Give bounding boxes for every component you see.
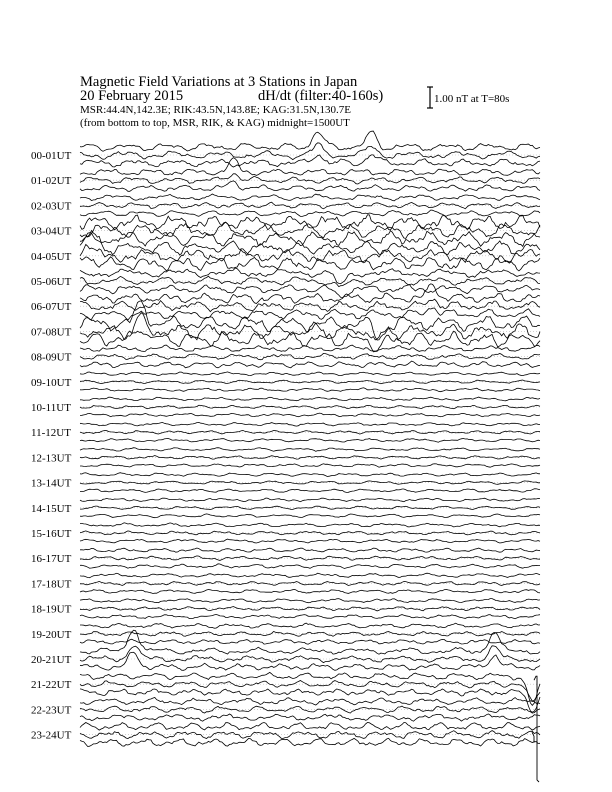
trace-04-05UT-MSR bbox=[80, 257, 540, 271]
trace-14-15UT-KAG bbox=[80, 498, 540, 502]
station-order-note: (from bottom to top, MSR, RIK, & KAG) midnight=1500UT bbox=[80, 117, 350, 129]
trace-18-19UT-MSR bbox=[80, 615, 540, 619]
station-coordinates: MSR:44.4N,142.3E; RIK:43.5N,143.8E; KAG:31.5N,130.7E bbox=[80, 104, 352, 116]
row-label-22-23UT: 22-23UT bbox=[31, 704, 72, 717]
row-label-17-18UT: 17-18UT bbox=[31, 578, 72, 591]
trace-00-01UT-RIK bbox=[80, 143, 540, 160]
trace-22-23UT-KAG bbox=[80, 698, 540, 706]
trace-19-20UT-MSR bbox=[80, 639, 540, 644]
row-label-18-19UT: 18-19UT bbox=[31, 603, 72, 616]
trace-22-23UT-MSR bbox=[80, 714, 540, 721]
row-label-15-16UT: 15-16UT bbox=[31, 528, 72, 540]
trace-06-07UT-KAG bbox=[80, 284, 540, 304]
trace-18-19UT-KAG bbox=[80, 599, 540, 603]
trace-19-20UT-KAG bbox=[80, 623, 540, 628]
trace-13-14UT-KAG bbox=[80, 473, 540, 477]
row-label-05-06UT: 05-06UT bbox=[31, 276, 72, 288]
trace-12-13UT-KAG bbox=[80, 448, 540, 452]
trace-21-22UT-KAG bbox=[80, 672, 540, 705]
row-label-23-24UT: 23-24UT bbox=[31, 729, 72, 742]
trace-17-18UT-MSR bbox=[80, 589, 540, 593]
trace-16-17UT-KAG bbox=[80, 548, 540, 552]
scale-bar bbox=[427, 87, 433, 108]
trace-11-12UT-MSR bbox=[80, 439, 540, 443]
trace-15-16UT-MSR bbox=[80, 539, 540, 543]
trace-07-08UT-KAG bbox=[80, 301, 540, 340]
trace-05-06UT-MSR bbox=[80, 285, 540, 298]
row-label-00-01UT: 00-01UT bbox=[31, 150, 72, 162]
row-label-13-14UT: 13-14UT bbox=[31, 477, 72, 490]
trace-04-05UT-KAG bbox=[80, 233, 540, 256]
chart-date: 20 February 2015 bbox=[80, 88, 184, 104]
trace-10-11UT-KAG bbox=[80, 397, 540, 401]
trace-14-15UT-RIK bbox=[80, 506, 540, 509]
trace-11-12UT-KAG bbox=[80, 422, 540, 426]
trace-08-09UT-KAG bbox=[80, 345, 540, 351]
spike-21-22UT-secondary bbox=[532, 732, 534, 742]
trace-06-07UT-RIK bbox=[80, 299, 540, 311]
row-label-04-05UT: 04-05UT bbox=[31, 250, 72, 263]
chart-quantity: dH/dt (filter:40-160s) bbox=[258, 88, 384, 104]
row-label-01-02UT: 01-02UT bbox=[31, 175, 72, 188]
trace-01-02UT-KAG bbox=[80, 158, 540, 176]
trace-06-07UT-MSR bbox=[80, 308, 540, 320]
trace-02-03UT-MSR bbox=[80, 210, 540, 216]
row-label-21-22UT: 21-22UT bbox=[31, 679, 72, 692]
row-label-11-12UT: 11-12UT bbox=[31, 427, 71, 440]
trace-20-21UT-RIK bbox=[80, 646, 540, 663]
chart-title: Magnetic Field Variations at 3 Stations in Japan bbox=[80, 74, 358, 90]
row-label-10-11UT: 10-11UT bbox=[31, 402, 71, 414]
trace-23-24UT-MSR bbox=[80, 738, 540, 746]
trace-09-10UT-KAG bbox=[80, 372, 540, 376]
trace-14-15UT-MSR bbox=[80, 514, 540, 518]
trace-17-18UT-KAG bbox=[80, 573, 540, 578]
trace-01-02UT-RIK bbox=[80, 174, 540, 184]
trace-00-01UT-KAG bbox=[80, 131, 540, 151]
trace-18-19UT-RIK bbox=[80, 607, 540, 611]
scale-bar-label: 1.00 nT at T=80s bbox=[434, 93, 510, 105]
trace-12-13UT-MSR bbox=[80, 464, 540, 467]
row-label-12-13UT: 12-13UT bbox=[31, 452, 72, 465]
trace-09-10UT-MSR bbox=[80, 388, 540, 392]
trace-03-04UT-MSR bbox=[80, 231, 540, 247]
trace-03-04UT-KAG bbox=[80, 215, 540, 230]
row-label-06-07UT: 06-07UT bbox=[31, 301, 72, 314]
row-label-03-04UT: 03-04UT bbox=[31, 225, 72, 238]
trace-10-11UT-MSR bbox=[80, 413, 540, 417]
row-label-02-03UT: 02-03UT bbox=[31, 200, 72, 213]
row-label-08-09UT: 08-09UT bbox=[31, 351, 72, 364]
row-label-14-15UT: 14-15UT bbox=[31, 502, 72, 515]
row-label-09-10UT: 09-10UT bbox=[31, 376, 72, 389]
trace-23-24UT-KAG bbox=[80, 722, 540, 730]
row-label-16-17UT: 16-17UT bbox=[31, 553, 72, 566]
trace-20-21UT-MSR bbox=[80, 652, 540, 670]
trace-15-16UT-KAG bbox=[80, 523, 540, 527]
row-label-20-21UT: 20-21UT bbox=[31, 654, 72, 666]
trace-02-03UT-KAG bbox=[80, 194, 540, 201]
trace-05-06UT-RIK bbox=[80, 276, 540, 286]
row-label-19-20UT: 19-20UT bbox=[31, 628, 72, 641]
trace-16-17UT-MSR bbox=[80, 564, 540, 569]
trace-13-14UT-MSR bbox=[80, 489, 540, 493]
row-label-07-08UT: 07-08UT bbox=[31, 326, 72, 339]
trace-08-09UT-MSR bbox=[80, 361, 540, 368]
trace-11-12UT-RIK bbox=[80, 430, 540, 434]
